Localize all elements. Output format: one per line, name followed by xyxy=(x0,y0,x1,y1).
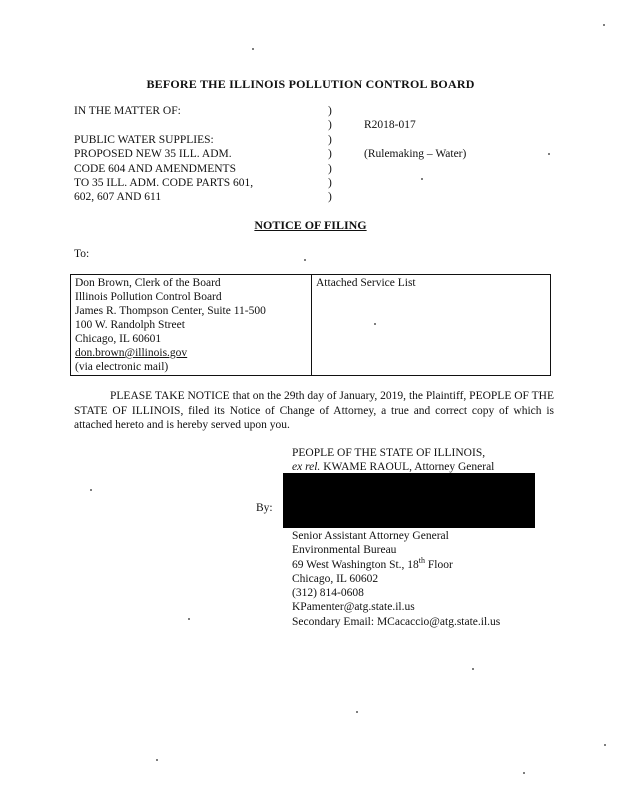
recipient-line: Don Brown, Clerk of the Board xyxy=(75,277,221,289)
secondary-email[interactable]: Secondary Email: MCacaccio@atg.state.il.us xyxy=(292,615,501,628)
caption-line: TO 35 ILL. ADM. CODE PARTS 601, xyxy=(74,176,254,189)
redacted-signature xyxy=(283,473,535,528)
recipient-line: Chicago, IL 60601 xyxy=(75,333,162,345)
caption-line xyxy=(74,118,253,132)
service-list-label: Attached Service List xyxy=(316,277,416,289)
caption-line: CODE 604 AND AMENDMENTS xyxy=(74,162,236,175)
scan-speck xyxy=(421,178,423,180)
attorney-title: Senior Assistant Attorney General xyxy=(292,530,449,542)
board-title: BEFORE THE ILLINOIS POLLUTION CONTROL BOARD xyxy=(146,77,475,91)
recipient-line: Illinois Pollution Control Board xyxy=(75,291,222,303)
case-info xyxy=(364,104,466,162)
street-address-main: 69 West Washington St., 18 xyxy=(292,558,419,571)
signature-block xyxy=(292,446,494,474)
scan-speck xyxy=(156,759,158,761)
email[interactable]: KPamenter@atg.state.il.us xyxy=(292,601,415,614)
service-table xyxy=(70,274,551,376)
city-line: Chicago, IL 60602 xyxy=(292,572,379,585)
party-name: PEOPLE OF THE STATE OF ILLINOIS, xyxy=(292,447,486,459)
paren: ) xyxy=(328,133,332,146)
scan-speck xyxy=(356,711,358,713)
scan-speck xyxy=(188,618,190,620)
notice-paragraph xyxy=(74,389,554,433)
bureau: Environmental Bureau xyxy=(292,544,397,557)
scan-speck xyxy=(304,259,306,261)
recipient-line: James R. Thompson Center, Suite 11-500 xyxy=(75,305,266,317)
delivery-method: (via electronic mail) xyxy=(75,361,169,373)
case-caption xyxy=(74,104,253,205)
service-recipient xyxy=(71,275,312,376)
caption-line: 602, 607 AND 611 xyxy=(74,191,162,204)
paren: ) xyxy=(328,162,332,175)
scan-speck xyxy=(523,772,525,774)
notice-text: PLEASE TAKE NOTICE that on the 29th day of January, 2019, the Plaintiff, PEOPLE OF THE STATE OF ILLINOIS, filed its Notice of Change of Attorney, a true and correct copy of which is attached hereto and is hereby served upon you. xyxy=(74,390,554,432)
notice-title: NOTICE OF FILING xyxy=(254,218,367,232)
scan-speck xyxy=(472,668,474,670)
case-number: R2018-017 xyxy=(364,119,416,132)
scan-speck xyxy=(374,323,376,325)
phone: (312) 814-0608 xyxy=(292,587,364,600)
scan-speck xyxy=(604,744,606,746)
caption-line: PROPOSED NEW 35 ILL. ADM. xyxy=(74,148,232,161)
to-label: To: xyxy=(74,248,90,260)
paren: ) xyxy=(328,119,332,132)
scan-speck xyxy=(90,489,92,491)
scan-speck xyxy=(603,24,605,26)
scan-speck xyxy=(548,153,550,155)
paren: ) xyxy=(328,191,332,204)
floor-suffix: th xyxy=(418,555,426,565)
caption-line: IN THE MATTER OF: xyxy=(74,105,181,117)
by-label: By: xyxy=(256,502,273,514)
street-address xyxy=(292,555,500,572)
scan-speck xyxy=(252,48,254,50)
case-type: (Rulemaking – Water) xyxy=(364,148,467,161)
paren: ) xyxy=(328,148,332,161)
ex-rel: ex rel. xyxy=(292,461,321,473)
recipient-email-link[interactable]: don.brown@illinois.gov xyxy=(75,347,188,359)
paren: ) xyxy=(328,105,332,117)
paren: ) xyxy=(328,176,332,189)
service-list-cell xyxy=(312,275,551,376)
attorney-general-name: KWAME RAOUL, Attorney General xyxy=(320,461,495,473)
street-address-floor: Floor xyxy=(425,558,453,571)
caption-line: PUBLIC WATER SUPPLIES: xyxy=(74,133,214,146)
caption-parentheses xyxy=(328,104,332,205)
contact-block xyxy=(292,529,500,629)
recipient-line: 100 W. Randolph Street xyxy=(75,319,185,331)
attorney-general-line xyxy=(292,460,494,474)
